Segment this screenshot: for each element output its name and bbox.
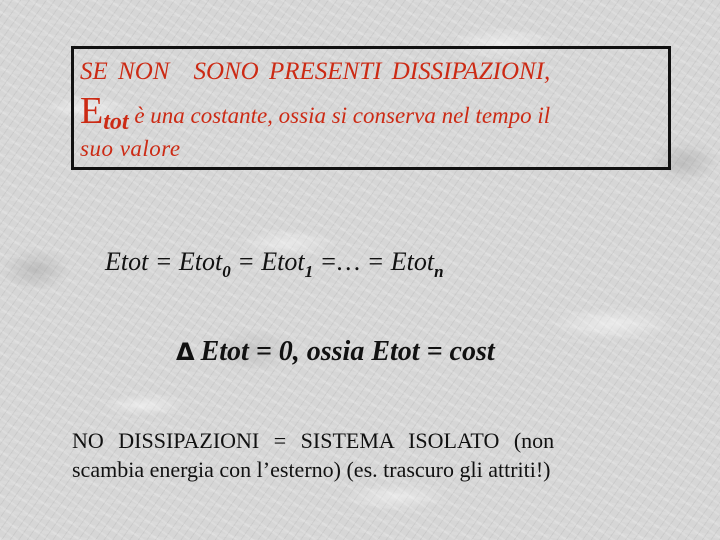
eq1-sub-1: 1 bbox=[304, 262, 314, 281]
eq1-part-a: Etot = Etot bbox=[105, 247, 223, 276]
delta-equation bbox=[176, 336, 495, 368]
etot-subscript: tot bbox=[103, 109, 129, 135]
conservation-equation bbox=[105, 247, 444, 281]
definition-line-2 bbox=[80, 91, 662, 136]
isolated-system-note bbox=[72, 426, 620, 484]
definition-text-costante: è una costante, ossia si conserva nel tempo il bbox=[134, 103, 551, 128]
definition-line-1 bbox=[80, 57, 662, 87]
definition-text-presenti: SONO PRESENTI DISSIPAZIONI, bbox=[193, 58, 551, 85]
delta-equation-text: Etot = 0, ossia Etot = cost bbox=[200, 336, 495, 367]
definition-box bbox=[71, 46, 671, 170]
eq1-sub-0: 0 bbox=[222, 262, 231, 281]
eq1-part-b: = Etot bbox=[230, 247, 305, 276]
note-line-1: NO DISSIPAZIONI = SISTEMA ISOLATO (non bbox=[72, 428, 555, 453]
note-line-2: scambia energia con l’esterno) (es. trascuro gli attriti!) bbox=[72, 457, 551, 482]
eq1-sub-n: n bbox=[434, 262, 444, 281]
delta-symbol: Δ bbox=[176, 338, 195, 366]
eq1-part-c: =… = Etot bbox=[313, 247, 435, 276]
etot-big-e: E bbox=[80, 90, 104, 132]
definition-line-3: suo valore bbox=[80, 136, 181, 161]
definition-text-se-non: SE NON bbox=[80, 58, 170, 85]
